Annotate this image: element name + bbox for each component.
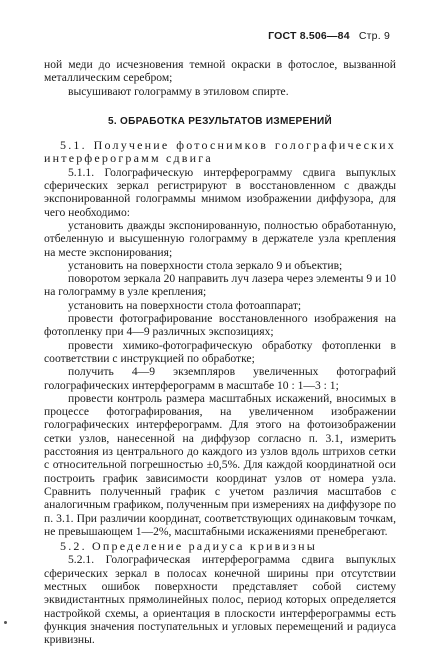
page-number: Стр. 9	[358, 30, 390, 42]
section-heading: 5. ОБРАБОТКА РЕЗУЛЬТАТОВ ИЗМЕРЕНИЙ	[108, 115, 332, 127]
paragraph: ной меди до исчезновения темной окраски в фотослое, вызванной металлическим серебром;	[44, 58, 396, 85]
paragraph: провести фотографирование восстановленного изображения на фотопленку при 4—9 различных экспозициях;	[44, 312, 396, 339]
subsection-heading: 5.1. Получение фотоснимков голографических интерферограмм сдвига	[44, 138, 396, 166]
paragraph: провести химико-фотографическую обработку фотопленки в соответствии с инструкцией по обработке;	[44, 338, 396, 365]
running-header	[268, 30, 390, 43]
paragraph: 5.1.1. Голографическую интерферограмму сдвига выпуклых сферических зеркал регистрируют в восстановленном с дважды экспонированной голограммы мнимом изображении диффузора, для чего необходимо:	[44, 165, 396, 219]
paragraph: провести контроль размера масштабных искажений, вносимых в процессе фотографирования, на увеличенном изображении голографических интерферограмм. Для этого на фотоизображении сетки узлов, нанесенной на диффузор согласно п. 3.1, измерить расстояния из центрального до каждого из узлов вдоль штрихов сетки с относительной погрешностью ±0,5%. Для каждой координатной оси построить график зависимости координат узлов от номера узла. Сравнить полученный график с учетом различия масштабов с аналогичным графиком, полученным при измерениях на диффузоре по п. 3.1. При различии координат, соответствующих одинаковым точкам, не превышающем 1—2%, масштабными искажениями пренебрегают.	[44, 391, 396, 538]
paragraph: 5.2.1. Голографическая интерферограмма сдвига выпуклых сферических зеркал в полосах конечной ширины при отсутствии местных ошибок поверхности представляет собой систему эквидистантных прямолинейных полос, период которых определяется настройкой схемы, а ориентация в плоскости интерферограммы есть функция значения поступательных и угловых перемещений и радиуса кривизны.	[44, 553, 396, 647]
document-body	[44, 58, 396, 646]
paragraph: установить дважды экспонированную, полностью обработанную, отбеленную и высушенную голограмму в держателе узла крепления на месте экспонирования;	[44, 218, 396, 259]
paragraph: установить на поверхности стола фотоаппарат;	[68, 298, 302, 312]
paragraph: установить на поверхности стола зеркало 9 и объектив;	[68, 258, 343, 272]
subsection-heading: 5.2. Определение радиуса кривизны	[60, 539, 317, 554]
paragraph: высушивают голограмму в этиловом спирте.	[68, 84, 289, 98]
scan-dot	[4, 621, 7, 624]
standard-number: ГОСТ 8.506—84	[268, 30, 350, 42]
paragraph: получить 4—9 экземпляров увеличенных фотографий голографических интерферограмм в масштабе 10 : 1—3 : 1;	[44, 365, 396, 392]
paragraph: поворотом зеркала 20 направить луч лазера через элементы 9 и 10 на голограмму в узле крепления;	[44, 272, 396, 299]
